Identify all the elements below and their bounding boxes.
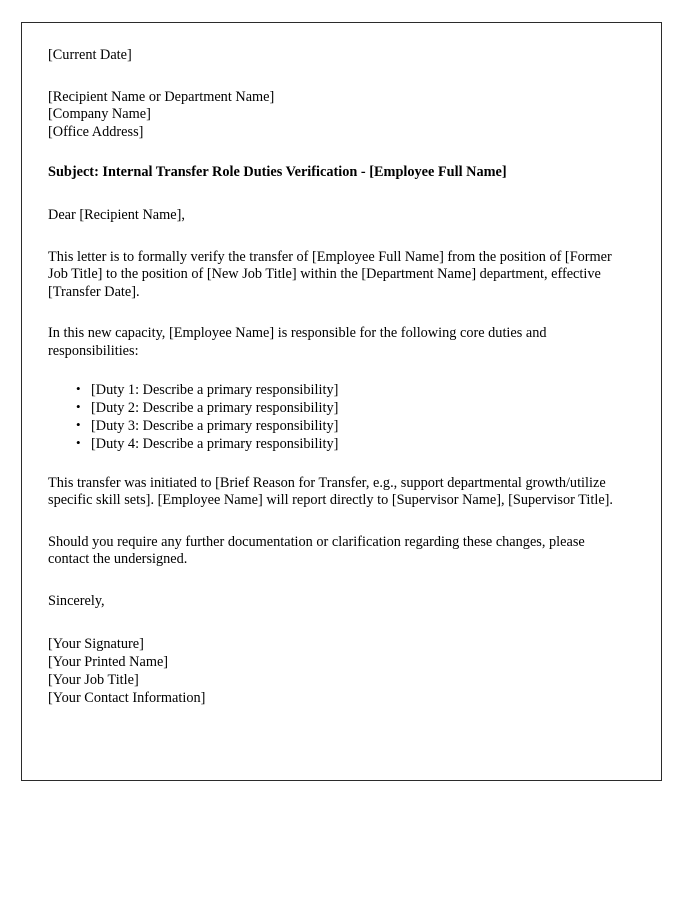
list-item: • [Duty 2: Describe a primary responsibility] [76,399,628,417]
letter-page-border [21,22,662,781]
letter-content [48,47,628,708]
paragraph-contact-undersigned: Should you require any further documentation or clarification regarding these changes, please contact the undersigned. [48,533,585,568]
signature-block [48,635,628,708]
date-line: [Current Date] [48,47,132,63]
paragraph-transfer-details: This letter is to formally verify the transfer of [Employee Full Name] from the position of [Former Job Title] to the position of [New Job Title] within the [Department Name] department, effective [Transfer Date]. [48,248,612,300]
list-item: • [Duty 1: Describe a primary responsibility] [76,381,628,399]
contact-information-line: [Your Contact Information] [48,690,206,707]
recipient-address-line-2: [Company Name] [48,106,151,123]
recipient-address-block [48,89,628,142]
closing-salutation: Sincerely, [48,592,105,609]
salutation: Dear [Recipient Name], [48,206,185,223]
duties-list [48,381,628,453]
signature-line: [Your Signature] [48,635,144,652]
printed-name-line: [Your Printed Name] [48,653,169,670]
paragraph-transfer-reason: This transfer was initiated to [Brief Reason for Transfer, e.g., support departmental growth/utilize specific skill sets]. [Employee Name] will report directly to [Supervisor Name], [Supervisor Title]. [48,474,613,509]
recipient-address-line-1: [Recipient Name or Department Name] [48,88,275,105]
list-item: • [Duty 3: Describe a primary responsibility] [76,417,628,435]
subject-line: Subject: Internal Transfer Role Duties Verification - [Employee Full Name] [48,164,507,181]
job-title-line: [Your Job Title] [48,672,139,689]
list-item: • [Duty 4: Describe a primary responsibility] [76,435,628,453]
paragraph-duties-intro: In this new capacity, [Employee Name] is responsible for the following core duties and responsibilities: [48,325,547,359]
recipient-address-line-3: [Office Address] [48,123,144,140]
